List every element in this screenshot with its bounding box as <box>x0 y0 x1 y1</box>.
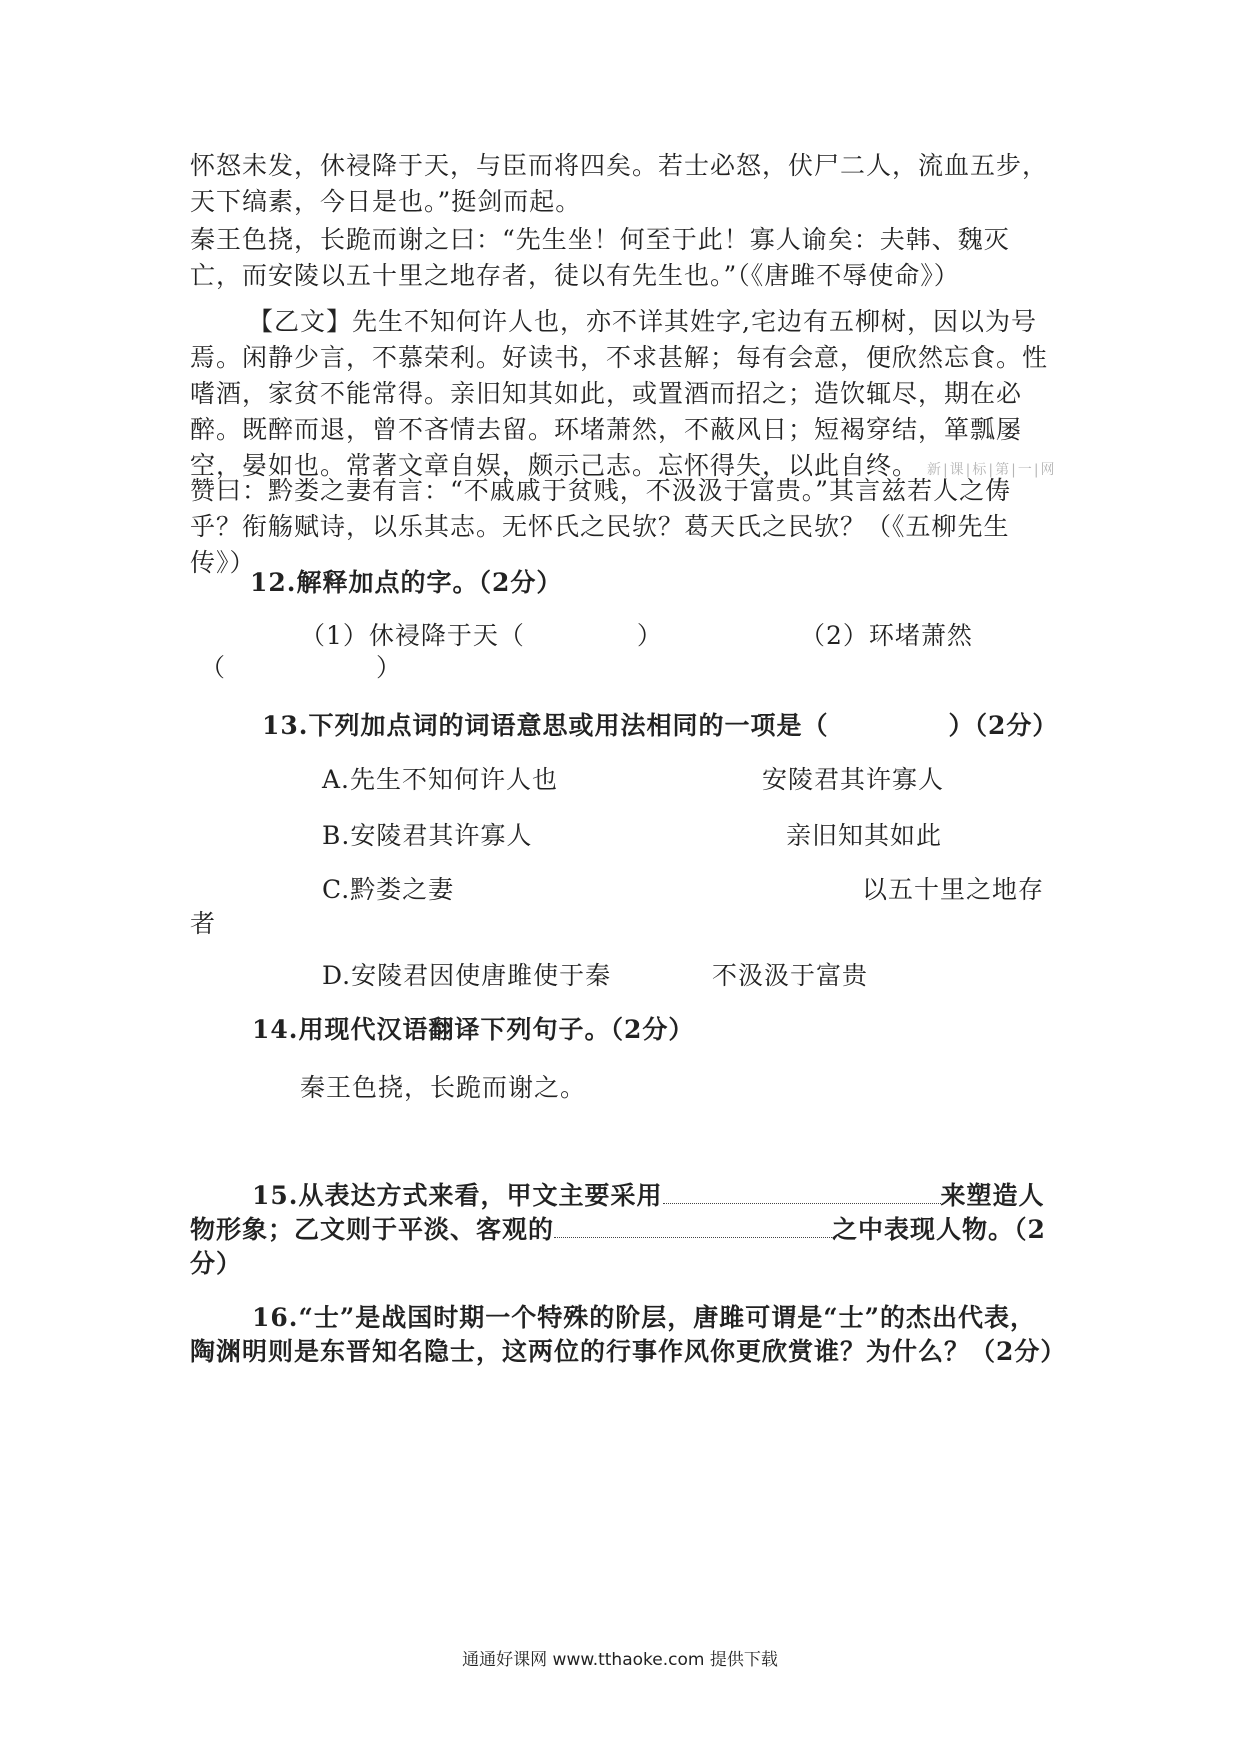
question-12-item-2-answer <box>200 650 402 686</box>
question-12-item-1-close: ） <box>636 621 663 650</box>
question-13-title-text: 13.下列加点词的词语意思或用法相同的一项是（ <box>262 711 829 740</box>
question-15-part-1: 15.从表达方式来看，甲文主要采用 <box>252 1181 663 1210</box>
page-footer: 通通好课网 www.tthaoke.com 提供下载 <box>462 1650 778 1670</box>
passage-paragraph-3-text: 【乙文】先生不知何许人也，亦不详其姓字,宅边有五柳树，因以为号焉。闲静少言，不慕荣利。好读书，不求甚解；每有会意，便欣然忘食。性嗜酒，家贫不能常得。亲旧知其如此，或置酒而招之；造饮辄尽，期在必醉。既醉而退，曾不吝情去留。环堵萧然，不蔽风日；短褐穿结，箪瓢屡空，晏如也。常著文章自娱，颇示己志。忘怀得失，以此自终。 <box>190 307 1049 480</box>
passage-paragraph-2: 秦王色挠，长跪而谢之曰：“先生坐！何至于此！寡人谕矣：夫韩、魏灭亡，而安陵以五十里之地存者，徒以有先生也。”（《唐雎不辱使命》） <box>190 225 1010 290</box>
passage-paragraph-4: 赞曰：黔娄之妻有言：“不戚戚于贫贱，不汲汲于富贵。”其言兹若人之俦乎？衔觞赋诗，以乐其志。无怀氏之民欤？葛天氏之民欤？（《五柳先生传》） <box>190 476 1012 577</box>
passage-paragraph-1: 怀怒未发，休祲降于天，与臣而将四矣。若士必怒，伏尸二人，流血五步，天下缟素，今日是也。”挺剑而起。 <box>190 151 1049 216</box>
question-15-part-3: 物形象；乙文则于平淡、客观的 <box>190 1215 555 1244</box>
question-13-option-b-left: B.安陵君其许寡人 <box>322 821 533 850</box>
question-16-line-2: 陶渊明则是东晋知名隐士，这两位的行事作风你更欣赏谁？为什么？（2分） <box>190 1337 1067 1366</box>
question-13-option-c-wrap: 者 <box>190 909 217 938</box>
question-12-item-2-close: ） <box>376 653 403 682</box>
passage-paragraph-3 <box>190 304 1060 488</box>
question-13-option-a-left: A.先生不知何许人也 <box>322 765 559 794</box>
question-12-item-2-open: （ <box>200 653 227 682</box>
question-13-option-d-right: 不汲汲于富贵 <box>712 961 869 990</box>
question-13-option-b-right: 亲旧知其如此 <box>786 821 943 850</box>
question-14-title: 14.用现代汉语翻译下列句子。（2分） <box>252 1015 695 1044</box>
answer-blank[interactable] <box>663 1179 941 1204</box>
question-15-part-4: 之中表现人物。（2 <box>832 1215 1046 1244</box>
question-15-part-2: 来塑造人 <box>940 1181 1045 1210</box>
question-15-line-3: 分） <box>190 1249 243 1278</box>
question-13-title <box>262 708 1058 744</box>
question-12-item-1-text: （1）休祲降于天（ <box>300 621 525 650</box>
question-15-line-2 <box>190 1212 1046 1248</box>
question-13-option-a-right: 安陵君其许寡人 <box>762 765 945 794</box>
question-13-title-points: ）（2分） <box>948 711 1059 740</box>
question-14-sentence: 秦王色挠，长跪而谢之。 <box>300 1073 587 1102</box>
question-13-option-c-right: 以五十里之地存 <box>862 875 1045 904</box>
question-12-item-2: （2）环堵萧然 <box>800 621 973 650</box>
answer-blank[interactable] <box>554 1213 832 1238</box>
question-13-option-c-left: C.黔娄之妻 <box>322 875 455 904</box>
question-12-title: 12.解释加点的字。（2分） <box>250 568 563 597</box>
question-13-option-d-left: D.安陵君因使唐雎使于秦 <box>322 961 612 990</box>
question-16-line-1: 16.“士”是战国时期一个特殊的阶层，唐雎可谓是“士”的杰出代表， <box>252 1303 1037 1332</box>
watermark-text: 新|课|标|第|一|网 <box>926 462 1057 478</box>
question-12-item-1 <box>300 618 663 654</box>
question-15-line-1 <box>252 1178 1045 1214</box>
